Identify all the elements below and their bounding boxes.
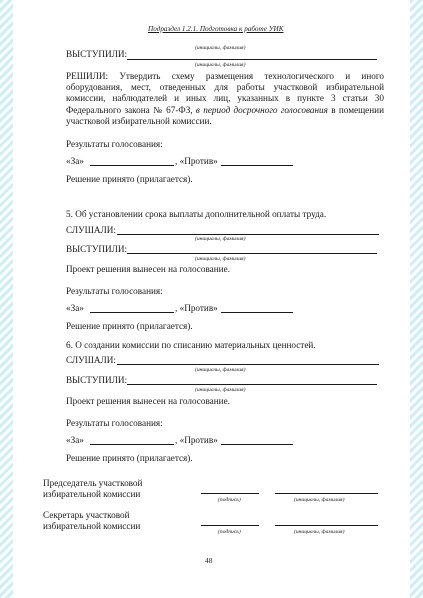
section-header: Подраздел 1.2.1. Подготовка к работе УИК xyxy=(148,25,284,33)
signature-caption: (подпись) xyxy=(218,497,241,503)
initials-caption: (инициалы, фамилия) xyxy=(195,45,246,51)
decision-taken-text: Решение принято (прилагается). xyxy=(66,453,193,463)
item-5-title: 5. Об установлении срока выплаты дополнительной оплаты труда. xyxy=(66,209,327,219)
initials-caption: (инициалы, фамилия) xyxy=(195,367,246,373)
chair-signature-line xyxy=(201,493,259,494)
resolved-paragraph: РЕШИЛИ: Утвердить схему размещения технологического и иного оборудования, мест, отведенных для работы участковой избирательной комиссии, наблюдателей и иных лиц, указанных в пункте 3 статьи 30 Федерального закона № 67-ФЗ, в период досрочного голосования в помещении участковой избирательной комиссии. xyxy=(66,71,385,126)
against-line xyxy=(221,165,293,166)
chair-initials-line xyxy=(275,493,378,494)
heard-line xyxy=(117,234,379,235)
spoke-line xyxy=(127,59,377,60)
secretary-signature-line xyxy=(201,525,259,526)
initials-caption: (инициалы, фамилия) xyxy=(195,387,246,393)
draft-put-text: Проект решения вынесен на голосование. xyxy=(66,264,230,274)
decorative-stripe-right xyxy=(410,0,423,598)
item-6-title: 6. О создании комиссии по списанию материальных ценностей. xyxy=(66,340,316,350)
secretary-label-line1: Секретарь участковой xyxy=(43,510,130,520)
initials-caption: (инициалы, фамилия) xyxy=(294,497,345,503)
page-number: 48 xyxy=(205,556,213,565)
initials-caption: (инициалы, фамилия) xyxy=(195,236,246,242)
for-line xyxy=(90,165,174,166)
signature-caption: (подпись) xyxy=(218,529,241,535)
secretary-initials-line xyxy=(275,525,378,526)
spoke-line xyxy=(127,384,377,385)
for-line xyxy=(90,444,174,445)
chair-label-line2: избирательной комиссии xyxy=(43,489,141,499)
decision-taken-text: Решение принято (прилагается). xyxy=(66,321,193,331)
against-label: , «Против» xyxy=(175,435,218,445)
against-line xyxy=(221,312,293,313)
chair-label-line1: Председатель участковой xyxy=(43,478,143,488)
for-line xyxy=(90,312,174,313)
heard-label: СЛУШАЛИ: xyxy=(66,355,116,365)
for-label: «За» xyxy=(66,303,84,313)
voting-results-label: Результаты голосования: xyxy=(66,418,163,428)
heard-line xyxy=(117,364,379,365)
draft-put-text: Проект решения вынесен на голосование. xyxy=(66,396,230,406)
voting-results-label: Результаты голосования: xyxy=(66,139,163,149)
initials-caption: (инициалы, фамилия) xyxy=(195,256,246,262)
against-line xyxy=(221,444,293,445)
spoke-label: ВЫСТУПИЛИ: xyxy=(66,244,128,254)
decision-taken-text: Решение принято (прилагается). xyxy=(66,174,193,184)
secretary-label-line2: избирательной комиссии xyxy=(43,521,141,531)
decorative-stripe-left xyxy=(0,0,13,598)
voting-results-label: Результаты голосования: xyxy=(66,286,163,296)
for-label: «За» xyxy=(66,435,84,445)
spoke-label: ВЫСТУПИЛИ: xyxy=(66,49,128,59)
initials-caption: (инициалы, фамилия) xyxy=(195,62,246,68)
against-label: , «Против» xyxy=(175,303,218,313)
initials-caption: (инициалы, фамилия) xyxy=(294,529,345,535)
spoke-line xyxy=(127,253,377,254)
heard-label: СЛУШАЛИ: xyxy=(66,225,116,235)
for-label: «За» xyxy=(66,156,84,166)
against-label: , «Против» xyxy=(175,156,218,166)
spoke-label: ВЫСТУПИЛИ: xyxy=(66,375,128,385)
